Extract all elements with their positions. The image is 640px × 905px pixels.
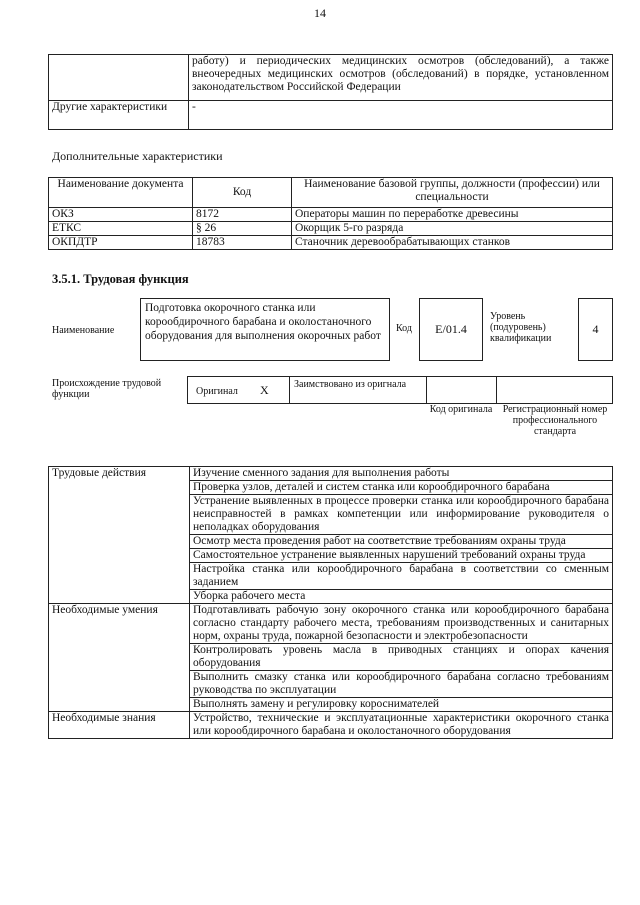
section-item: Выполнить смазку станка или корообдирочного барабана согласно требованиям руководства по эксплуатации: [190, 671, 613, 698]
additional-title: Дополнительные характеристики: [52, 149, 223, 163]
additional-cell: ЕТКС: [49, 222, 193, 236]
section-label: Необходимые умения: [49, 604, 190, 712]
function-heading: 3.5.1. Трудовая функция: [52, 272, 189, 286]
section-item: Подготавливать рабочую зону окорочного станка или корообдирочного барабана согласно стандарту рабочего места, требованиям производственных и санитарных норм, охраны труда, пожарной безопасности и электробезопасности: [190, 604, 613, 644]
additional-table: [48, 177, 613, 250]
level-label: Уровень (подуровень) квалификации: [490, 311, 552, 344]
additional-cell: 18783: [193, 236, 292, 250]
additional-cell: Окорщик 5-го разряда: [292, 222, 613, 236]
additional-cell: Операторы машин по переработке древесины: [292, 208, 613, 222]
section-item: Настройка станка или корообдирочного барабана в соответствии со сменным заданием: [190, 563, 613, 590]
origin-box: [187, 376, 613, 404]
section-item: Проверка узлов, деталей и систем станка или корообдирочного барабана: [190, 481, 613, 495]
origin-divider: [496, 377, 497, 403]
additional-header-name: Наименование базовой группы, должности (профессии) или специальности: [292, 178, 613, 208]
additional-header-doc: Наименование документа: [49, 178, 193, 208]
function-name-label: Наименование: [52, 325, 115, 336]
origin-divider: [289, 377, 290, 403]
section-item: Изучение сменного задания для выполнения работы: [190, 467, 613, 481]
additional-cell: ОКПДТР: [49, 236, 193, 250]
section-item: Самостоятельное устранение выявленных нарушений требований охраны труда: [190, 549, 613, 563]
original-mark: X: [260, 383, 269, 397]
section-item: Выполнять замену и регулировку короснимателей: [190, 698, 613, 712]
level-value: 4: [578, 298, 613, 361]
function-name-value: Подготовка окорочного станка или корообдирочного барабана и околостаночного оборудования для выполнения окорочных работ: [140, 298, 390, 361]
additional-header-code: Код: [193, 178, 292, 208]
sections-table: [48, 466, 613, 739]
page-number: 14: [314, 6, 326, 20]
additional-cell: ОКЗ: [49, 208, 193, 222]
top-table: [48, 54, 613, 130]
top-table-cont-text: работу) и периодических медицинских осмотров (обследований), а также внеочередных медицинских осмотров (обследований) в порядке, установленном законодательством Российской Федерации: [189, 55, 613, 101]
other-characteristics-label: Другие характеристики: [49, 101, 189, 130]
function-code-label: Код: [396, 323, 412, 334]
other-characteristics-value: -: [189, 101, 613, 130]
section-label: Необходимые знания: [49, 712, 190, 739]
section-item: Уборка рабочего места: [190, 590, 613, 604]
additional-row: [49, 222, 613, 236]
section-label: Трудовые действия: [49, 467, 190, 604]
function-code-value: E/01.4: [419, 298, 483, 361]
additional-cell: Станочник деревообрабатывающих станков: [292, 236, 613, 250]
section-item: Осмотр места проведения работ на соответствие требованиям охраны труда: [190, 535, 613, 549]
additional-row: [49, 208, 613, 222]
additional-cell: 8172: [193, 208, 292, 222]
section-item: Контролировать уровень масла в приводных станциях и опорах качения оборудования: [190, 644, 613, 671]
additional-cell: § 26: [193, 222, 292, 236]
additional-row: [49, 236, 613, 250]
original-label: Оригинал: [196, 386, 238, 397]
borrowed-label: Заимствовано из оригнала: [294, 379, 407, 390]
section-item: Устройство, технические и эксплуатационные характеристики окорочного станка или корообдирочного барабана и околостаночного оборудования: [190, 712, 613, 739]
top-table-empty-cell: [49, 55, 189, 101]
reg-number-label: Регистрационный номер профессионального стандарта: [502, 404, 608, 437]
code-original-label: Код оригинала: [429, 404, 493, 415]
origin-label: Происхождение трудовой функции: [52, 378, 162, 400]
section-item: Устранение выявленных в процессе проверки станка или корообдирочного барабана неисправностей в рамках компетенции или информирование руководителя о неполадках оборудования: [190, 495, 613, 535]
origin-divider: [426, 377, 427, 403]
